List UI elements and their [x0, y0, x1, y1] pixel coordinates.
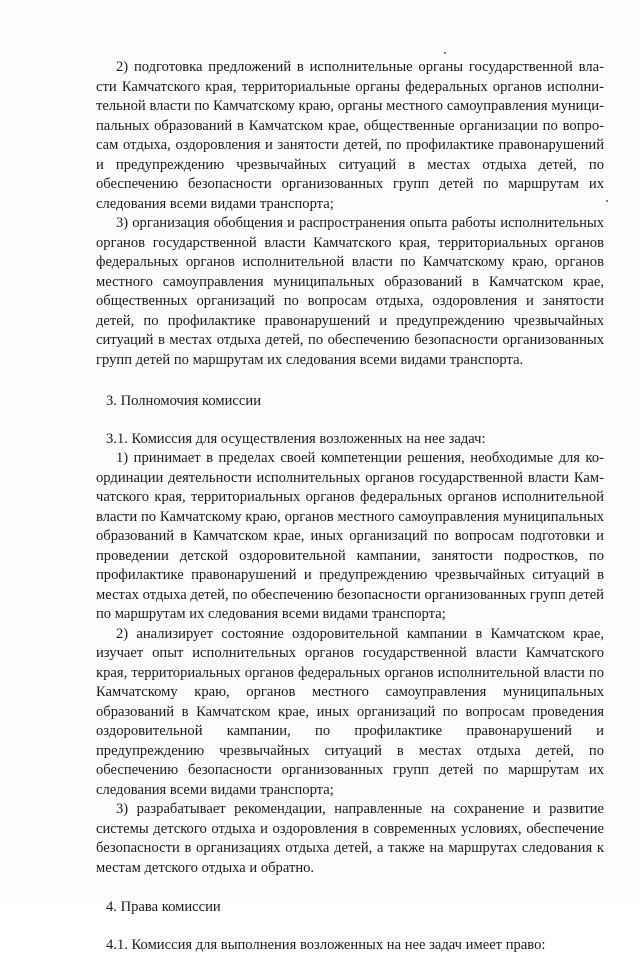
scan-speck — [444, 52, 446, 54]
clause-4-1: 4.1. Комиссия для выполнения возложенных на нее задач имеет право: — [96, 936, 604, 955]
clause-3-1-item-3: 3) разрабатывает рекомендации, направленные на сохранение и развитие системы детского отдыха и оздоровления в современных условиях, обеспечение безопасности в организациях отдыха детей, а также на маршрутах следования к местам детского отдыха и обратно. — [96, 800, 604, 878]
clause-3-1-item-2: 2) анализирует состояние оздоровительной кампании в Камчатском крае, изучает опыт исполнительных органов государственной власти Камчатского края, территориальных органов федеральных органов исполнительной власти по Камчатскому краю, органов местного самоуправления муниципальных образований в Камчатском крае, иных организаций по вопросам проведения оздоровительной кампании, по профилактике правонарушений и предупреждению чрезвычайных ситуаций в местах отдыха детей, по обеспечению безопасности организованных групп детей по маршрутам их следования всеми видами транспорта; — [96, 625, 604, 801]
paragraph-item-3: 3) организация обобщения и распространения опыта работы исполнительных органов государственной власти Камчатского края, территориальных органов федеральных органов исполнительной власти по Камчатскому краю, органов местного самоуправления муниципальных образований в Камчатском крае, общественных организаций по вопросам отдыха, оздоровления и занятости детей, по профилактике правонарушений и предупреждению чрезвычайных ситуаций в местах отдыха детей, по обеспечению безопасности организованных групп детей по маршрутам их следования всеми видами транспорта. — [96, 214, 604, 370]
section-heading-3: 3. Полномочия комиссии — [96, 392, 604, 412]
clause-3-1-item-1: 1) принимает в пределах своей компетенции решения, необходимые для координации деятельности исполнительных органов государственной власти Камчатского края, территориальных органов федеральных органов исполнительной власти по Камчатскому краю, органов местного самоуправления муниципальных образований в Камчатском крае, иных организаций по вопросам подготовки и проведении детской оздоровительной кампании, занятости подростков, по профилактике правонарушений и предупреждению чрезвычайных ситуаций в местах отдыха детей, по обеспечению безопасности организованных групп детей по маршрутам их следования всеми видами транспорта; — [96, 449, 604, 625]
paragraph-item-2: 2) подготовка предложений в исполнительные органы государственной власти Камчатского края, территориальные органы федеральных органов исполнительной власти по Камчатскому краю, органы местного самоуправления муниципальных образований в Камчатском крае, общественные организации по вопросам отдыха, оздоровления и занятости детей, по профилактике правонарушений и предупреждению чрезвычайных ситуаций в местах отдыха детей, по обеспечению безопасности организованных групп детей по маршрутам их следования всеми видами транспорта; — [96, 58, 604, 214]
document-body — [96, 58, 604, 955]
clause-3-1: 3.1. Комиссия для осуществления возложенных на нее задач: — [96, 430, 604, 450]
scan-speck — [606, 200, 608, 202]
section-heading-4: 4. Права комиссии — [96, 898, 604, 918]
